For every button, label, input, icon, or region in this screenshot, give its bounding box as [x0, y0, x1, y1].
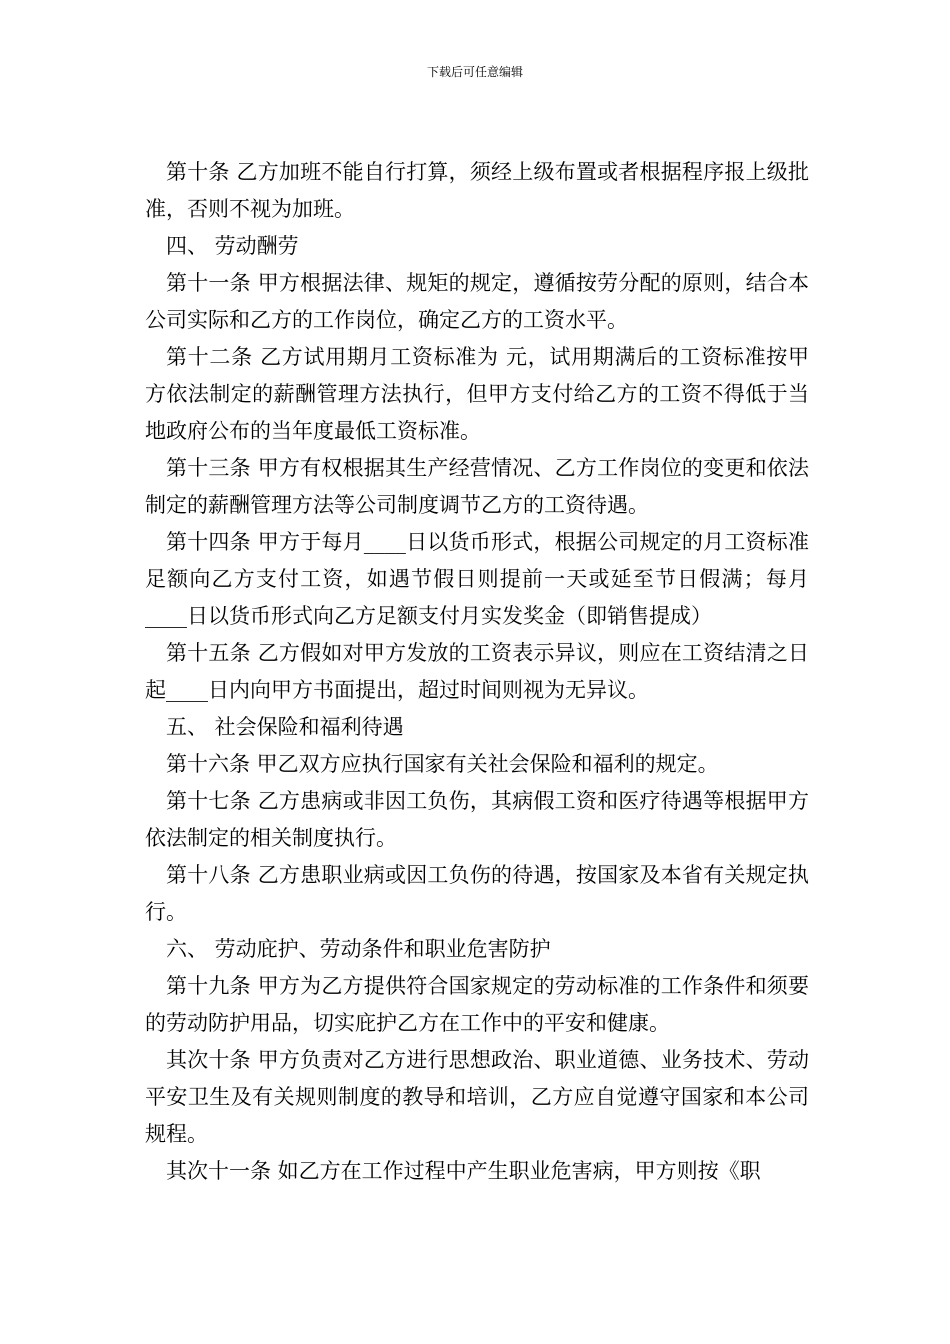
clause-13: 第十三条 甲方有权根据其生产经营情况、乙方工作岗位的变更和依法制定的薪酬管理方法等公司制度调节乙方的工资待遇。	[145, 456, 809, 517]
clause-14: 第十四条 甲方于每月____日以货币形式，根据公司规定的月工资标准足额向乙方支付工资，如遇节假日则提前一天或延至节日假满；每月____日以货币形式向乙方足额支付月实发奖金（即销售提成）	[145, 530, 809, 628]
clause-18: 第十八条 乙方患职业病或因工负伤的待遇，按国家及本省有关规定执行。	[145, 863, 809, 924]
clause-12: 第十二条 乙方试用期月工资标准为 元，试用期满后的工资标准按甲方依法制定的薪酬管理方法执行，但甲方支付给乙方的工资不得低于当地政府公布的当年度最低工资标准。	[145, 345, 809, 443]
section-heading-5: 五、 社会保险和福利待遇	[166, 715, 404, 739]
clause-19: 第十九条 甲方为乙方提供符合国家规定的劳动标准的工作条件和须要的劳动防护用品，切实庇护乙方在工作中的平安和健康。	[145, 974, 809, 1035]
clause-16: 第十六条 甲乙双方应执行国家有关社会保险和福利的规定。	[166, 752, 719, 776]
clause-10: 第十条 乙方加班不能自行打算，须经上级布置或者根据程序报上级批准，否则不视为加班。	[145, 160, 809, 221]
clause-17: 第十七条 乙方患病或非因工负伤，其病假工资和医疗待遇等根据甲方依法制定的相关制度执行。	[145, 789, 809, 850]
page-header-note: 下载后可任意编辑	[426, 65, 523, 79]
section-heading-6: 六、 劳动庇护、劳动条件和职业危害防护	[166, 937, 551, 961]
clause-21: 其次十一条 如乙方在工作过程中产生职业危害病，甲方则按《职	[166, 1159, 761, 1183]
clause-20: 其次十条 甲方负责对乙方进行思想政治、职业道德、业务技术、劳动平安卫生及有关规则制度的教导和培训，乙方应自觉遵守国家和本公司规程。	[145, 1048, 809, 1146]
clause-11: 第十一条 甲方根据法律、规矩的规定，遵循按劳分配的原则，结合本公司实际和乙方的工作岗位，确定乙方的工资水平。	[145, 271, 809, 332]
document-body	[145, 154, 809, 1190]
clause-15: 第十五条 乙方假如对甲方发放的工资表示异议，则应在工资结清之日起____日内向甲方书面提出，超过时间则视为无异议。	[145, 641, 809, 702]
section-heading-4: 四、 劳动酬劳	[166, 234, 299, 258]
